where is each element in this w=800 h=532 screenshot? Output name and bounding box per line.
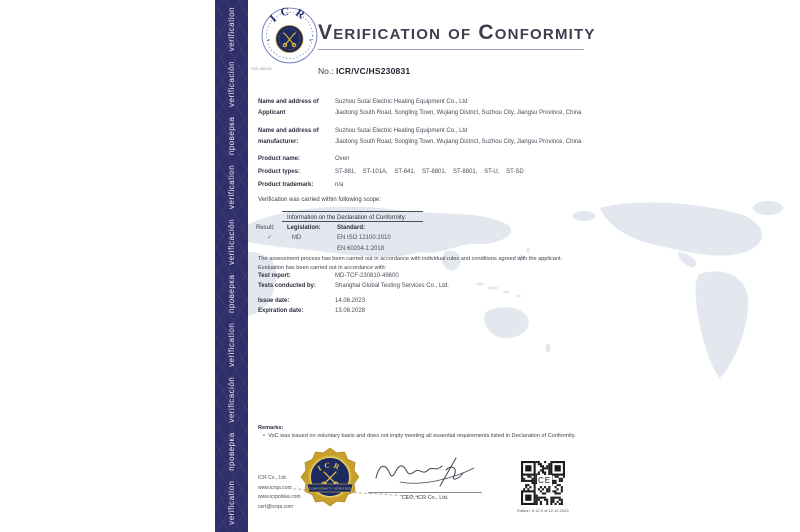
test-report-label: Test report: [258, 273, 291, 279]
product-name-value: Oven [335, 156, 350, 162]
certificate-number [318, 66, 410, 76]
issue-date-label: Issue date: [258, 298, 290, 304]
product-types-value: ST-881, ST-101A, ST-841, ST-8801, ST-8801, ST-U, ST-SD [335, 169, 524, 175]
applicant-label: Name and address of Applicant [258, 99, 319, 116]
vertical-language-band [215, 0, 248, 532]
product-name-label: Product name: [258, 156, 301, 162]
issue-date-value: 14.08.2023 [335, 298, 366, 304]
contact-email: cert@icrqa.com [258, 503, 294, 510]
test-report-value: MD-TCF-230810-49600 [335, 273, 399, 279]
qr-caption: Edition: 5.12.0 of 12.12.2023 [517, 508, 569, 513]
legislation-column-label: Legislation: [287, 225, 321, 231]
form-code: S/S-30018 [251, 66, 272, 71]
title-divider [318, 49, 584, 50]
contact-website-2: www.icrpolska.com [258, 494, 301, 501]
table-header-rule [282, 221, 423, 222]
manufacturer-label: Name and address of manufacturer: [258, 128, 319, 145]
ceo-title: CEO, ICR Co., Ltd. [401, 495, 449, 501]
remarks-label: Remarks: [258, 425, 284, 431]
certificate-number-value: ICR/VC/HS230831 [335, 66, 411, 76]
expiration-date-label: Expiration date: [258, 308, 304, 314]
icr-seal-icon [261, 7, 318, 64]
certificate-number-label: No.: [318, 66, 334, 76]
product-types-label: Product types: [258, 169, 301, 175]
world-map-watermark [248, 200, 788, 412]
contact-website-1: www.icrqa.com [258, 484, 292, 491]
assessment-line2: Evaluation has been carried out in accordance with: [258, 264, 387, 271]
assessment-line1: The assessment process has been carried out in accordance with individual rules and conditions agreed with the applicant. [258, 256, 563, 262]
contact-block [258, 474, 301, 512]
bullet-icon: • [263, 432, 269, 439]
applicant-value: Suzhou Sutai Electric Heating Equipment Co., Ltd Jiaotong South Road, Songling Town, Wujiang District, Suzhou City, Jiangsu Province, China [335, 99, 582, 116]
product-trademark-label: Product trademark: [258, 182, 314, 188]
svg-text:CONFORMITY VERIFIED: CONFORMITY VERIFIED [308, 486, 352, 491]
manufacturer-value: Suzhou Sutai Electric Heating Equipment Co., Ltd Jiaotong South Road, Songling Town, Wujiang District, Suzhou City, Jiangsu Province, China [335, 128, 582, 145]
ce-mark: CE [537, 476, 552, 485]
declaration-table-header: Information on the Declaration of Conformity: [287, 214, 407, 221]
result-check-icon: ✓ [267, 234, 273, 241]
band-text: verification проверка verificación verification проверка verificación verification проверка verificación verification [227, 7, 236, 525]
result-column-label: Result: [256, 225, 275, 231]
remarks-item: • VoC was issued on voluntary basis and does not imply meeting all essential requirements listed in Declaration of Conformity. [263, 432, 576, 439]
standard-column-label: Standard: [337, 225, 366, 231]
legislation-value: MD [292, 235, 302, 241]
svg-text:ICR: ICR [315, 460, 344, 473]
contact-company: ICR Co., Ltd. [258, 475, 287, 481]
expiration-date-value: 13.08.2028 [335, 308, 366, 314]
ceo-signature [370, 452, 482, 492]
tests-conducted-value: Shanghai Global Testing Services Co., Ltd. [335, 283, 449, 289]
standard-values: EN ISO 12100:2010 EN 60204-1:2018 [337, 235, 391, 252]
icr-gold-badge-icon [300, 447, 360, 507]
signature-line [368, 492, 482, 493]
svg-text:ICR: ICR [267, 7, 311, 25]
tests-conducted-label: Tests conducted by: [258, 283, 316, 289]
certificate-title: Verification of Conformity [318, 21, 596, 44]
scope-line: Verification was carried within following scope: [258, 197, 382, 203]
product-trademark-value: n/a [335, 182, 344, 188]
